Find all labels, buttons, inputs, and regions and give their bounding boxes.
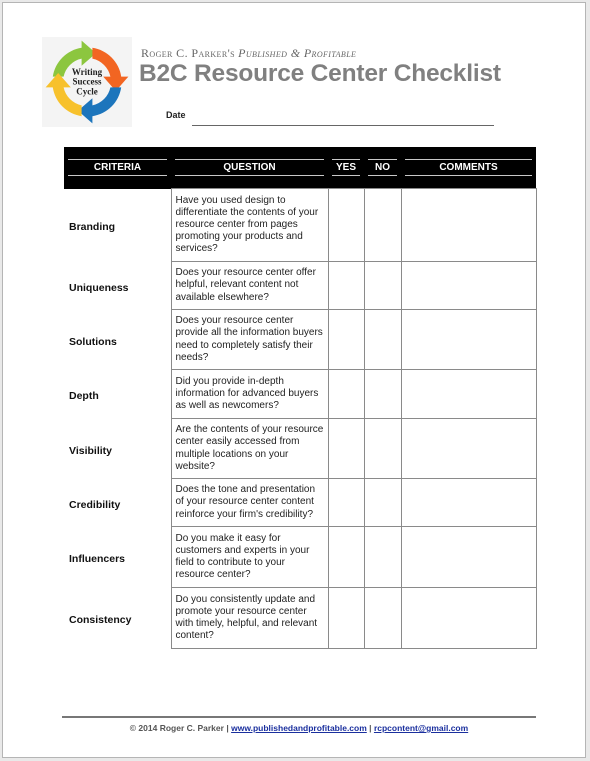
header-comments: COMMENTS xyxy=(401,147,536,189)
logo-text-line-1: Writing xyxy=(71,66,103,77)
header-criteria: CRITERIA xyxy=(64,147,171,189)
question-cell: Does your resource center offer helpful, relevant content not available elsewhere? xyxy=(171,262,328,310)
byline-name: Roger C. Parker's xyxy=(141,46,235,60)
comments-cell[interactable] xyxy=(401,310,536,370)
criteria-cell: Visibility xyxy=(64,419,171,479)
no-cell[interactable] xyxy=(364,189,401,262)
table-row xyxy=(64,189,536,262)
no-cell[interactable] xyxy=(364,370,401,419)
page-title: B2C Resource Center Checklist xyxy=(139,60,501,87)
question-cell: Does the tone and presentation of your resource center content reinforce your firm's credibility? xyxy=(171,479,328,527)
author-byline xyxy=(141,46,356,61)
criteria-cell: Branding xyxy=(64,189,171,262)
no-cell[interactable] xyxy=(364,527,401,588)
header-no: NO xyxy=(364,147,401,189)
comments-cell[interactable] xyxy=(401,588,536,649)
logo-text-line-2: Success xyxy=(72,76,102,87)
checklist-table xyxy=(64,147,537,649)
footer-copyright: © 2014 Roger C. Parker xyxy=(129,723,224,733)
criteria-cell: Uniqueness xyxy=(64,262,171,310)
yes-cell[interactable] xyxy=(328,527,364,588)
yes-cell[interactable] xyxy=(328,588,364,649)
comments-cell[interactable] xyxy=(401,527,536,588)
yes-cell[interactable] xyxy=(328,262,364,310)
question-cell: Do you consistently update and promote your resource center with timely, helpful, and relevant content? xyxy=(171,588,328,649)
writing-success-cycle-logo xyxy=(41,37,133,127)
header-question: QUESTION xyxy=(171,147,328,189)
document-page xyxy=(2,2,586,758)
question-cell: Does your resource center provide all the information buyers need to completely satisfy their needs? xyxy=(171,310,328,370)
table-row xyxy=(64,479,536,527)
question-cell: Do you make it easy for customers and experts in your field to contribute to your resource center? xyxy=(171,527,328,588)
no-cell[interactable] xyxy=(364,479,401,527)
header-yes: YES xyxy=(328,147,364,189)
criteria-cell: Depth xyxy=(64,370,171,419)
table-row xyxy=(64,310,536,370)
yes-cell[interactable] xyxy=(328,370,364,419)
criteria-cell: Credibility xyxy=(64,479,171,527)
criteria-cell: Influencers xyxy=(64,527,171,588)
table-row xyxy=(64,370,536,419)
question-cell: Have you used design to differentiate the contents of your resource center from pages promoting your products and services? xyxy=(171,189,328,262)
question-cell: Are the contents of your resource center easily accessed from multiple locations on your website? xyxy=(171,419,328,479)
footer xyxy=(63,723,535,733)
question-cell: Did you provide in-depth information for advanced buyers as well as newcomers? xyxy=(171,370,328,419)
no-cell[interactable] xyxy=(364,262,401,310)
criteria-cell: Consistency xyxy=(64,588,171,649)
footer-rule xyxy=(62,716,536,718)
date-field[interactable] xyxy=(192,125,494,126)
table-row xyxy=(64,527,536,588)
footer-separator: | xyxy=(226,723,229,733)
table-row xyxy=(64,419,536,479)
criteria-cell: Solutions xyxy=(64,310,171,370)
yes-cell[interactable] xyxy=(328,479,364,527)
no-cell[interactable] xyxy=(364,588,401,649)
table-row xyxy=(64,588,536,649)
yes-cell[interactable] xyxy=(328,419,364,479)
byline-brand: Published & Profitable xyxy=(238,46,357,60)
yes-cell[interactable] xyxy=(328,189,364,262)
table-row xyxy=(64,262,536,310)
footer-separator: | xyxy=(369,723,372,733)
footer-website-link[interactable]: www.publishedandprofitable.com xyxy=(231,723,367,733)
comments-cell[interactable] xyxy=(401,479,536,527)
yes-cell[interactable] xyxy=(328,310,364,370)
comments-cell[interactable] xyxy=(401,262,536,310)
footer-email-link[interactable]: rcpcontent@gmail.com xyxy=(373,723,469,733)
table-header-row xyxy=(64,147,536,189)
date-label: Date xyxy=(166,110,186,120)
comments-cell[interactable] xyxy=(401,419,536,479)
comments-cell[interactable] xyxy=(401,189,536,262)
no-cell[interactable] xyxy=(364,310,401,370)
comments-cell[interactable] xyxy=(401,370,536,419)
logo-text-line-3: Cycle xyxy=(76,86,98,97)
no-cell[interactable] xyxy=(364,419,401,479)
